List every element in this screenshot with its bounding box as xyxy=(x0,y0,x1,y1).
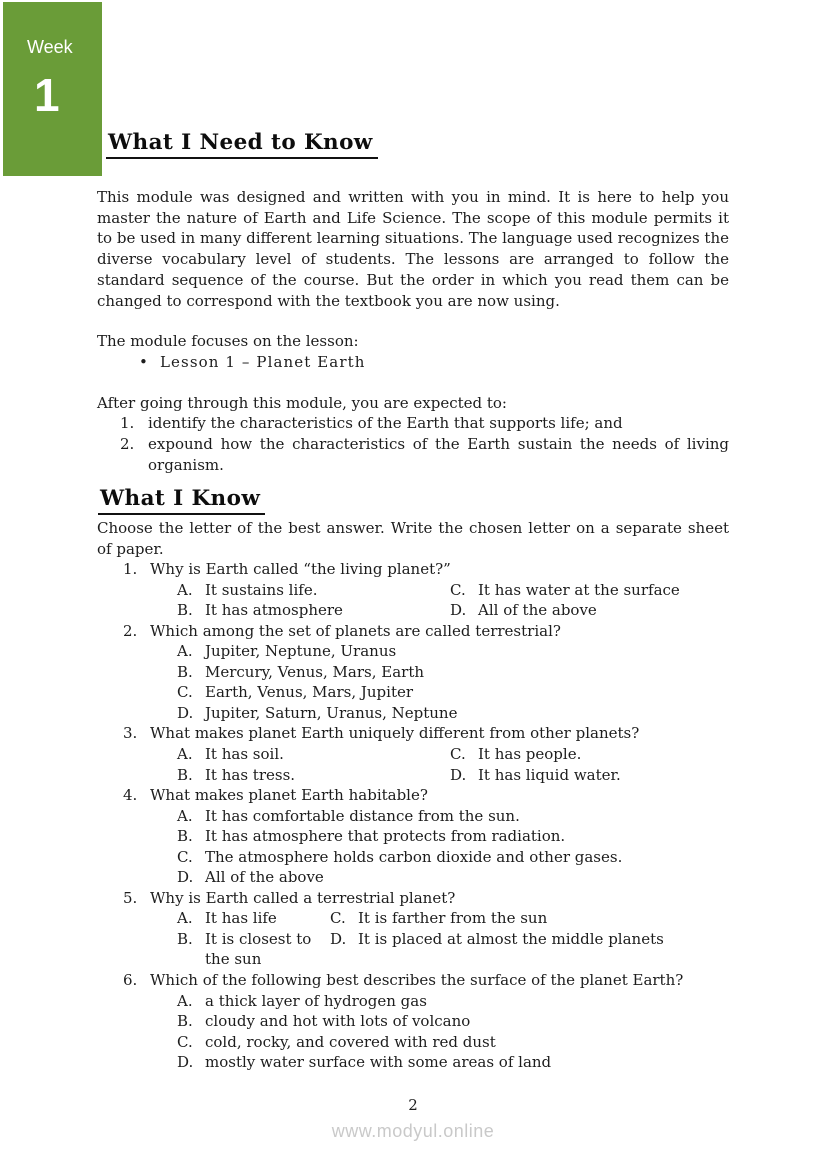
objective-number: 1. xyxy=(120,414,135,433)
question-number: 4. xyxy=(123,786,138,805)
question xyxy=(97,723,729,785)
option-text: It sustains life. xyxy=(205,580,318,599)
option-text: It has atmosphere that protects from radiation. xyxy=(205,827,566,846)
option-letter: C. xyxy=(330,909,346,928)
question-head xyxy=(97,888,729,909)
option-text: cold, rocky, and covered with red dust xyxy=(205,1032,496,1051)
option xyxy=(97,847,622,868)
option xyxy=(97,929,330,970)
week-number: 1 xyxy=(34,69,60,121)
option xyxy=(97,580,450,601)
option-row xyxy=(97,1052,729,1073)
option-text: It has water at the surface xyxy=(478,580,680,599)
option-text: All of the above xyxy=(205,868,324,887)
option xyxy=(450,744,581,765)
option xyxy=(330,929,664,970)
option-text: It has people. xyxy=(478,745,582,764)
option-letter: C. xyxy=(450,580,466,599)
option-row xyxy=(97,908,729,929)
question-head xyxy=(97,970,729,991)
option-row xyxy=(97,826,729,847)
section-what-i-know xyxy=(97,486,729,1073)
option-text: It has soil. xyxy=(205,745,284,764)
option-text: It is placed at almost the middle planets xyxy=(358,929,664,948)
bullet-icon: • xyxy=(139,352,148,371)
question-number: 3. xyxy=(123,724,138,743)
week-badge xyxy=(3,2,102,176)
quiz-instructions: Choose the letter of the best answer. Write the chosen letter on a separate sheet of paper. xyxy=(97,519,729,558)
option-row xyxy=(97,662,729,683)
option-text: It has liquid water. xyxy=(478,765,621,784)
option xyxy=(97,806,520,827)
objective-item xyxy=(97,413,729,434)
option xyxy=(97,662,424,683)
week-label: Week xyxy=(27,37,73,57)
option-letter: A. xyxy=(177,991,193,1010)
option-letter: C. xyxy=(177,1032,193,1051)
question-head xyxy=(97,559,729,580)
question xyxy=(97,559,729,621)
option xyxy=(450,600,597,621)
option-row xyxy=(97,580,729,601)
option xyxy=(450,580,680,601)
question-head xyxy=(97,621,729,642)
option-text: Mercury, Venus, Mars, Earth xyxy=(205,662,425,681)
option xyxy=(97,826,565,847)
option-text: a thick layer of hydrogen gas xyxy=(205,991,427,1010)
option-text: It has comfortable distance from the sun. xyxy=(205,806,520,825)
lesson-bullet-text: Lesson 1 – Planet Earth xyxy=(160,352,366,371)
option-letter: C. xyxy=(450,745,466,764)
option-letter: A. xyxy=(177,745,193,764)
question xyxy=(97,621,729,724)
question-text: Why is Earth called “the living planet?” xyxy=(150,560,451,579)
option-row xyxy=(97,867,729,888)
option xyxy=(97,703,457,724)
option-letter: C. xyxy=(177,683,193,702)
objective-item xyxy=(97,434,729,475)
question-number: 6. xyxy=(123,971,138,990)
option-letter: B. xyxy=(177,662,193,681)
question-text: Why is Earth called a terrestrial planet? xyxy=(150,888,456,907)
question-text: What makes planet Earth uniquely different from other planets? xyxy=(150,724,640,743)
option xyxy=(97,682,413,703)
option xyxy=(97,991,427,1012)
question xyxy=(97,888,729,970)
option-text: cloudy and hot with lots of volcano xyxy=(205,1012,471,1031)
question-text: Which among the set of planets are called terrestrial? xyxy=(150,621,561,640)
option-row xyxy=(97,1011,729,1032)
option-letter: B. xyxy=(177,765,193,784)
option-letter: D. xyxy=(177,868,194,887)
option xyxy=(97,744,450,765)
option xyxy=(97,908,330,929)
watermark-text: www.modyul.online xyxy=(331,1121,495,1141)
option-letter: B. xyxy=(177,1012,193,1031)
option-row xyxy=(97,991,729,1012)
page-number: 2 xyxy=(408,1096,418,1114)
lesson-bullet-row xyxy=(97,352,729,373)
option-text: All of the above xyxy=(478,601,597,620)
option-letter: D. xyxy=(177,703,194,722)
section-what-i-know-heading-wrap xyxy=(98,486,729,515)
option-letter: B. xyxy=(177,601,193,620)
question-head xyxy=(97,723,729,744)
option-text: Jupiter, Saturn, Uranus, Neptune xyxy=(205,703,458,722)
option-letter: A. xyxy=(177,909,193,928)
objective-text: identify the characteristics of the Earth that supports life; and xyxy=(148,414,623,433)
spacer xyxy=(97,311,729,331)
objectives-intro-line: After going through this module, you are expected to: xyxy=(97,393,507,412)
option-letter: D. xyxy=(450,765,467,784)
option xyxy=(97,867,324,888)
option xyxy=(97,1052,551,1073)
option-letter: A. xyxy=(177,642,193,661)
option xyxy=(450,765,621,786)
section-need-to-know-body xyxy=(97,187,729,475)
option-letter: A. xyxy=(177,580,193,599)
section-title-what-i-need-to-know: What I Need to Know xyxy=(106,130,378,159)
option-row xyxy=(97,929,729,970)
question-head xyxy=(97,785,729,806)
question xyxy=(97,785,729,888)
option-row xyxy=(97,765,729,786)
option-text: The atmosphere holds carbon dioxide and other gases. xyxy=(205,847,623,866)
module-focus-line: The module focuses on the lesson: xyxy=(97,332,359,351)
option-row xyxy=(97,641,729,662)
option-row xyxy=(97,806,729,827)
question-text: What makes planet Earth habitable? xyxy=(150,786,428,805)
section-title-what-i-know: What I Know xyxy=(98,486,265,515)
option-letter: B. xyxy=(177,827,193,846)
option-text: It is closest to the sun xyxy=(205,929,312,969)
option-letter: D. xyxy=(450,601,467,620)
option xyxy=(330,908,547,929)
question-text: Which of the following best describes the surface of the planet Earth? xyxy=(150,971,684,990)
option-text: It is farther from the sun xyxy=(358,909,548,928)
option-letter: C. xyxy=(177,847,193,866)
module-intro-paragraph: This module was designed and written with you in mind. It is here to help you master the nature of Earth and Life Science. The scope of this module permits it to be used in many different learning situations. The language used recognizes the diverse vocabulary level of students. The lessons are arranged to follow the standard sequence of the course. But the order in which you read them can be changed to correspond with the textbook you are now using. xyxy=(97,188,729,310)
option xyxy=(97,1011,470,1032)
questions-list xyxy=(97,559,729,1073)
objective-number: 2. xyxy=(120,435,135,454)
option-row xyxy=(97,744,729,765)
spacer xyxy=(97,373,729,393)
question xyxy=(97,970,729,1073)
option-row xyxy=(97,1032,729,1053)
option-row xyxy=(97,703,729,724)
option-text: It has tress. xyxy=(205,765,296,784)
option-text: Jupiter, Neptune, Uranus xyxy=(205,642,397,661)
option xyxy=(97,765,450,786)
question-number: 1. xyxy=(123,560,138,579)
question-number: 2. xyxy=(123,621,138,640)
section-need-to-know-heading-wrap xyxy=(106,130,378,159)
option-row xyxy=(97,682,729,703)
question-number: 5. xyxy=(123,888,138,907)
objective-text: expound how the characteristics of the Earth sustain the needs of living organism. xyxy=(148,435,729,474)
option-row xyxy=(97,847,729,868)
option xyxy=(97,600,450,621)
option-letter: A. xyxy=(177,806,193,825)
option-text: It has atmosphere xyxy=(205,601,343,620)
option-text: mostly water surface with some areas of land xyxy=(205,1053,552,1072)
option-letter: D. xyxy=(177,1053,194,1072)
option-text: It has life xyxy=(205,909,277,928)
option-text: Earth, Venus, Mars, Jupiter xyxy=(205,683,414,702)
option xyxy=(97,641,396,662)
option-letter: D. xyxy=(330,929,347,948)
option-letter: B. xyxy=(177,929,193,948)
option-row xyxy=(97,600,729,621)
option xyxy=(97,1032,496,1053)
